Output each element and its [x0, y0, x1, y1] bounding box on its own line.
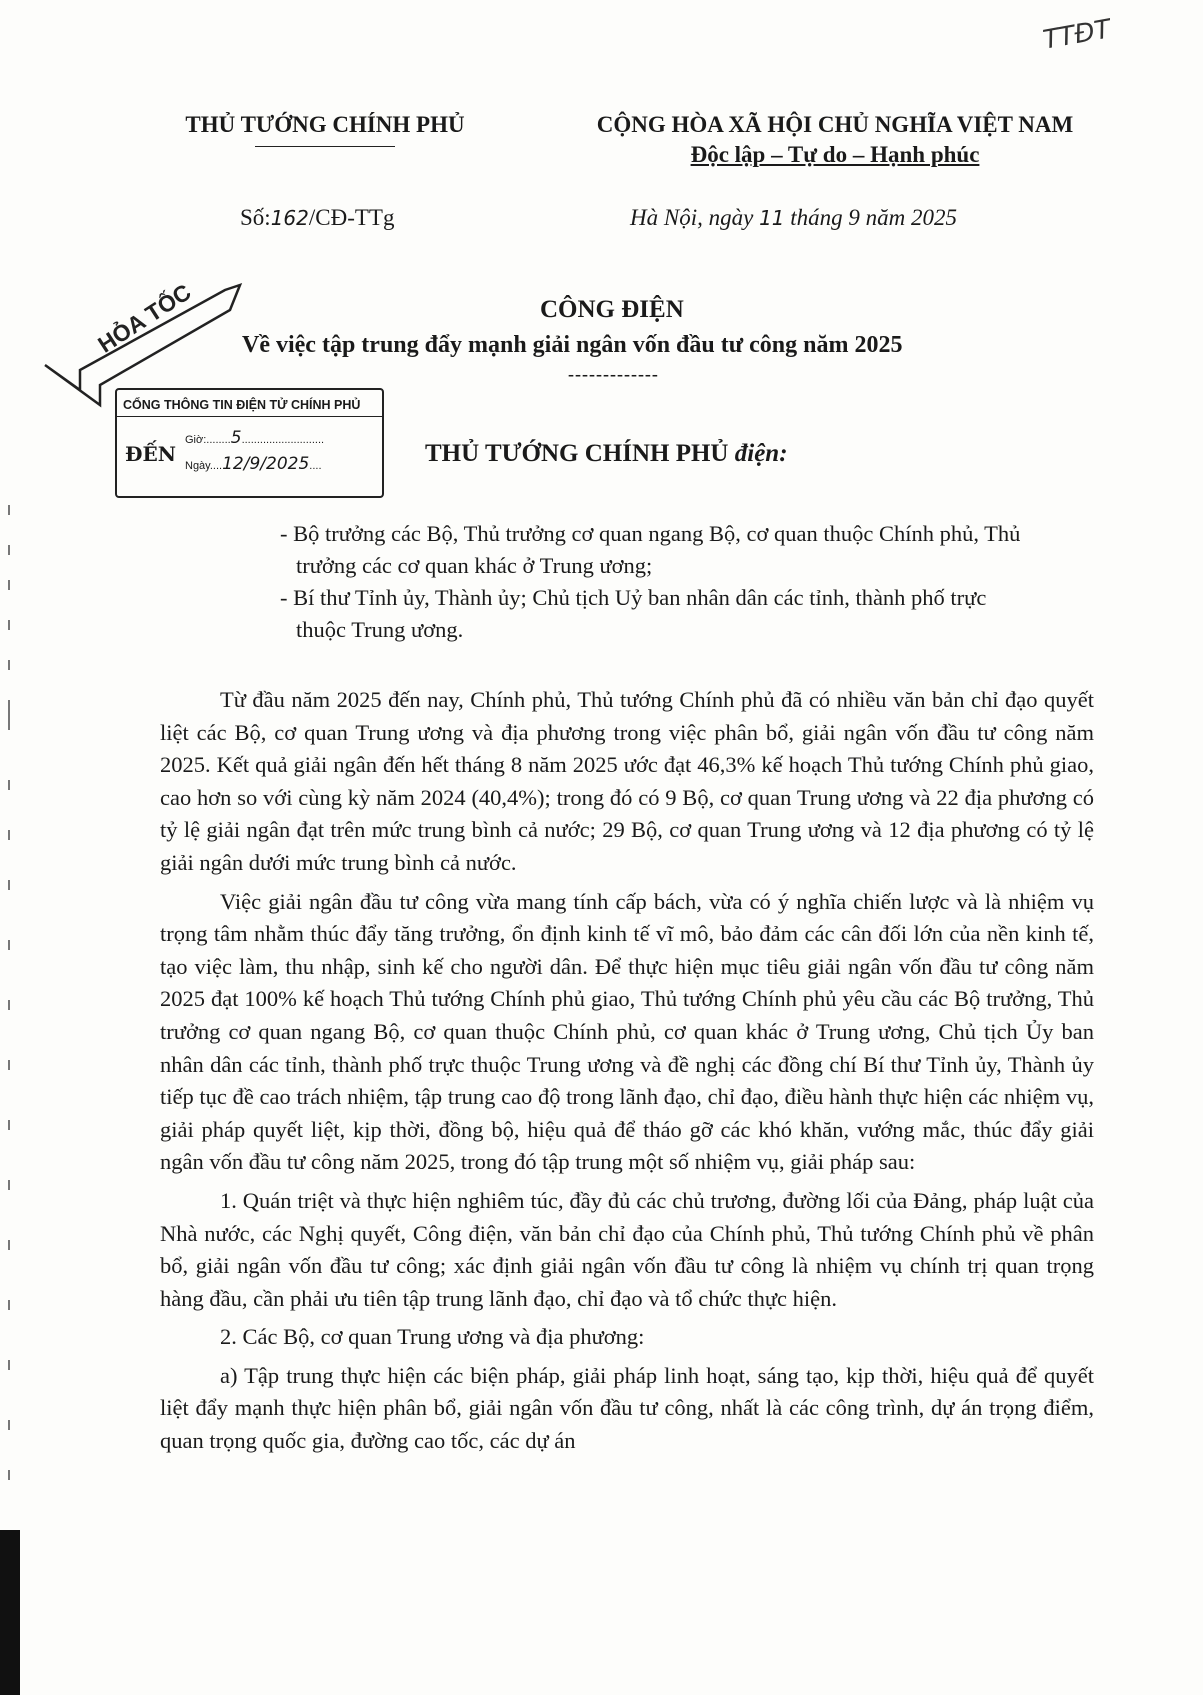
document-subtitle: Về việc tập trung đẩy mạnh giải ngân vốn đầu tư công năm 2025	[242, 332, 903, 358]
urgent-stamp-label: HỎA TỐC	[93, 278, 196, 358]
handwritten-annotation: TTĐT	[1040, 14, 1113, 56]
scan-mark	[8, 700, 10, 730]
body-paragraph: Từ đầu năm 2025 đến nay, Chính phủ, Thủ tướng Chính phủ đã có nhiều văn bản chỉ đạo quyết liệt các Bộ, cơ quan Trung ương và địa phương trong việc phân bổ, giải ngân vốn đầu tư công năm 2025. Kết quả giải ngân đến hết tháng 8 năm 2025 ước đạt 46,3% kế hoạch Thủ tướng Chính phủ giao, cao hơn so với cùng kỳ năm 2024 (40,4%); trong đó có 9 Bộ, cơ quan Trung ương và 22 địa phương có tỷ lệ giải ngân đạt trên mức trung bình cả nước; 29 Bộ, cơ quan Trung ương và 12 địa phương có tỷ lệ giải ngân dưới mức trung bình cả nước.	[160, 687, 1094, 875]
sender-name: THỦ TƯỚNG CHÍNH PHỦ	[425, 440, 729, 467]
scan-margin	[0, 0, 20, 1695]
scan-mark	[8, 1180, 10, 1190]
scan-mark	[8, 1470, 10, 1480]
sender-line	[425, 440, 788, 468]
document-body	[160, 684, 1094, 1464]
issuer-underline	[255, 146, 395, 147]
date-day: 11	[759, 206, 785, 230]
nation-name: CỘNG HÒA XÃ HỘI CHỦ NGHĨA VIỆT NAM	[596, 112, 1074, 137]
motto-text: Độc lập – Tự do – Hạnh phúc	[690, 142, 980, 167]
number-suffix: /CĐ-TTg	[308, 205, 395, 230]
title-separator: -------------	[568, 364, 659, 384]
scan-mark	[8, 830, 10, 840]
scan-mark	[8, 1420, 10, 1430]
scan-mark	[8, 660, 10, 670]
document-title: CÔNG ĐIỆN	[540, 296, 684, 323]
scan-mark	[8, 1060, 10, 1070]
document-date	[630, 205, 957, 231]
scan-mark	[8, 1000, 10, 1010]
date-suffix: tháng 9 năm 2025	[790, 205, 958, 230]
body-paragraph: Việc giải ngân đầu tư công vừa mang tính cấp bách, vừa có ý nghĩa chiến lược và là nhiệm vụ trọng tâm nhằm thúc đẩy tăng trưởng, ổn định kinh tế vĩ mô, bảo đảm các cân đối lớn của nền kinh tế, tạo việc làm, thu nhập, sinh kế cho người dân. Để thực hiện mục tiêu giải ngân vốn đầu tư công năm 2025 đạt 100% kế hoạch Thủ tướng Chính phủ giao, Thủ tướng Chính phủ yêu cầu các Bộ trưởng, Thủ trưởng cơ quan ngang Bộ, cơ quan thuộc Chính phủ, cơ quan khác ở Trung ương, Chủ tịch Ủy ban nhân dân các tỉnh, thành phố trực thuộc Trung ương và đề nghị các đồng chí Bí thư Tỉnh ủy, Thành ủy tiếp tục đề cao trách nhiệm, tập trung cao độ trong lãnh đạo, chỉ đạo, điều hành thực hiện các nhiệm vụ, giải pháp quyết liệt, kịp thời, đồng bộ, hiệu quả để tháo gỡ các khó khăn, vướng mắc, thúc đẩy giải ngân vốn đầu tư công năm 2025, trong đó tập trung một số nhiệm vụ, giải pháp sau:	[160, 888, 1094, 1175]
scan-mark	[8, 1360, 10, 1370]
receipt-date-label: Ngày	[185, 460, 210, 472]
scan-mark	[8, 580, 10, 590]
receipt-stamp	[115, 388, 384, 498]
number-handwritten: 162	[270, 206, 309, 230]
scan-mark	[8, 1300, 10, 1310]
date-prefix: Hà Nội, ngày	[630, 205, 754, 230]
recipient-item: - Bộ trưởng các Bộ, Thủ trưởng cơ quan ngang Bộ, cơ quan thuộc Chính phủ, Thủ trưởng các cơ quan khác ở Trung ương;	[280, 521, 1021, 578]
scan-edge-shadow	[0, 1530, 20, 1695]
national-header	[545, 112, 1125, 168]
body-paragraph: a) Tập trung thực hiện các biện pháp, giải pháp linh hoạt, sáng tạo, kịp thời, hiệu quả để quyết liệt đẩy mạnh thực hiện phân bổ, giải ngân vốn đầu tư công, nhất là các công trình, dự án trọng điểm, quan trọng quốc gia, đường cao tốc, các dự án	[160, 1362, 1094, 1454]
receipt-date: Ngày....12/9/2025....	[185, 454, 322, 474]
receipt-time-label: Giờ:	[185, 434, 207, 446]
body-paragraph: 1. Quán triệt và thực hiện nghiêm túc, đầy đủ các chủ trương, đường lối của Đảng, pháp luật của Nhà nước, các Nghị quyết, Công điện, văn bản chỉ đạo của Chính phủ, Thủ tướng Chính phủ về phân bổ, giải ngân vốn đầu tư công; xác định giải ngân vốn đầu tư công là nhiệm vụ chính trị quan trọng hàng đầu, cần phải ưu tiên tập trung lãnh đạo, chỉ đạo và tổ chức thực hiện.	[160, 1187, 1094, 1311]
recipient-list	[280, 518, 1040, 646]
scan-mark	[8, 940, 10, 950]
document-number	[240, 205, 394, 231]
scan-mark	[8, 505, 10, 515]
receipt-org: CỔNG THÔNG TIN ĐIỆN TỬ CHÍNH PHỦ	[123, 398, 361, 412]
body-paragraph: 2. Các Bộ, cơ quan Trung ương và địa phương:	[220, 1324, 645, 1350]
scan-mark	[8, 620, 10, 630]
scan-mark	[8, 1120, 10, 1130]
motto	[545, 142, 1125, 168]
receipt-date-value: 12/9/2025	[222, 454, 310, 474]
receipt-time: Giờ:........5...........................	[185, 428, 325, 448]
sender-suffix: điện:	[734, 440, 788, 467]
scan-mark	[8, 1240, 10, 1250]
receipt-time-value: 5	[230, 428, 242, 448]
receipt-den-label: ĐẾN	[125, 442, 177, 466]
scan-mark	[8, 880, 10, 890]
receipt-divider	[117, 416, 382, 417]
recipient-item: - Bí thư Tỉnh ủy, Thành ủy; Chủ tịch Uỷ ban nhân dân các tỉnh, thành phố trực thuộc Trung ương.	[280, 585, 987, 642]
scan-mark	[8, 545, 10, 555]
number-prefix: Số:	[240, 205, 271, 230]
issuer-name: THỦ TƯỚNG CHÍNH PHỦ	[185, 112, 465, 137]
issuer-block	[120, 112, 530, 147]
scan-mark	[8, 780, 10, 790]
